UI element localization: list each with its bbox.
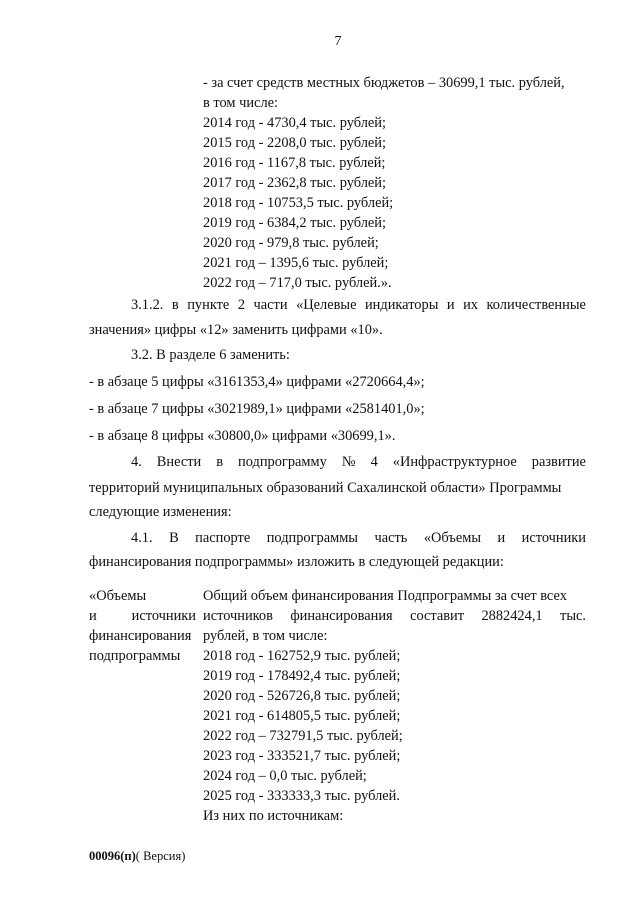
word: в: [171, 297, 179, 313]
funding-line-3: рублей, в том числе:: [203, 628, 328, 644]
label-row-4: подпрограммы: [89, 648, 181, 664]
funding-year-2025: 2025 год - 333333,3 тыс. рублей.: [203, 788, 400, 804]
word: «Объемы: [423, 530, 481, 546]
word: 4.1.: [131, 530, 153, 546]
funding-year-2020: 2020 год - 526726,8 тыс. рублей;: [203, 688, 401, 704]
document-footer: [89, 849, 185, 864]
local-budget-intro: - за счет средств местных бюджетов – 30699,1 тыс. рублей,: [203, 75, 565, 91]
funding-year-2021: 2021 год - 614805,5 тыс. рублей;: [203, 708, 401, 724]
funding-year-2022: 2022 год – 732791,5 тыс. рублей;: [203, 728, 403, 744]
word: финансирования: [290, 608, 393, 624]
word: источники: [521, 530, 586, 546]
paragraph-4-1-line-1: [131, 529, 586, 547]
paragraph-4-line-2: территорий муниципальных образований Сахалинской области» Программы: [89, 480, 562, 496]
word: 4: [370, 454, 378, 470]
paragraph-3-2-item-1: - в абзаце 5 цифры «3161353,4» цифрами «2720664,4»;: [89, 374, 425, 390]
word: и: [446, 297, 455, 313]
word: подпрограмму: [238, 454, 327, 470]
paragraph-3-1-2-line-2: значения» цифры «12» заменить цифрами «10».: [89, 322, 383, 338]
local-budget-year-2016: 2016 год - 1167,8 тыс. рублей;: [203, 155, 386, 171]
paragraph-3-2-item-3: - в абзаце 8 цифры «30800,0» цифрами «30699,1».: [89, 428, 396, 444]
word: В: [169, 530, 179, 546]
funding-year-2023: 2023 год - 333521,7 тыс. рублей;: [203, 748, 401, 764]
document-code: 00096(п): [89, 849, 136, 863]
local-budget-year-2022: 2022 год – 717,0 тыс. рублей.».: [203, 275, 392, 291]
word: количественные: [486, 297, 586, 313]
word: источники: [131, 608, 196, 624]
label-row-3: финансирования: [89, 628, 192, 644]
paragraph-3-1-2-line-1: [131, 296, 586, 314]
local-budget-year-2017: 2017 год - 2362,8 тыс. рублей;: [203, 175, 386, 191]
word: Внести: [156, 454, 202, 470]
word: развитие: [531, 454, 586, 470]
funding-year-2018: 2018 год - 162752,9 тыс. рублей;: [203, 648, 401, 664]
word: №: [341, 454, 356, 470]
word: индикаторы: [364, 297, 439, 313]
word: часть: [374, 530, 408, 546]
word: составит: [410, 608, 465, 624]
funding-line-1: Общий объем финансирования Подпрограммы за счет всех: [203, 588, 567, 604]
paragraph-4-line-1: [131, 453, 586, 471]
funding-year-2019: 2019 год - 178492,4 тыс. рублей;: [203, 668, 401, 684]
local-budget-year-2018: 2018 год - 10753,5 тыс. рублей;: [203, 195, 394, 211]
word: и: [497, 530, 506, 546]
word: и: [89, 608, 97, 624]
paragraph-3-2-heading: 3.2. В разделе 6 заменить:: [131, 347, 290, 363]
word: «Инфраструктурное: [392, 454, 517, 470]
document-version: ( Версия): [135, 849, 186, 863]
local-budget-year-2015: 2015 год - 2208,0 тыс. рублей;: [203, 135, 386, 151]
word: «Целевые: [296, 297, 357, 313]
local-budget-year-2021: 2021 год – 1395,6 тыс. рублей;: [203, 255, 389, 271]
word: паспорте: [195, 530, 251, 546]
word: тыс.: [560, 608, 586, 624]
word: их: [463, 297, 478, 313]
word: части: [253, 297, 288, 313]
paragraph-3-2-item-2: - в абзаце 7 цифры «3021989,1» цифрами «2581401,0»;: [89, 401, 425, 417]
paragraph-4-1-line-2: финансирования подпрограммы» изложить в следующей редакции:: [89, 554, 504, 570]
page-number: 7: [334, 34, 342, 49]
word: 3.1.2.: [131, 297, 164, 313]
local-budget-year-2014: 2014 год - 4730,4 тыс. рублей;: [203, 115, 386, 131]
word: 2: [237, 297, 246, 313]
word: 2882424,1: [481, 608, 543, 624]
paragraph-4-line-3: следующие изменения:: [89, 504, 232, 520]
funding-line-2: [203, 607, 586, 625]
word: подпрограммы: [266, 530, 358, 546]
word: пункте: [187, 297, 230, 313]
label-row-2: [89, 607, 196, 625]
local-budget-including: в том числе:: [203, 95, 279, 111]
word: источников: [203, 608, 273, 624]
local-budget-year-2020: 2020 год - 979,8 тыс. рублей;: [203, 235, 379, 251]
local-budget-year-2019: 2019 год - 6384,2 тыс. рублей;: [203, 215, 386, 231]
funding-sources-heading: Из них по источникам:: [203, 808, 344, 824]
word: 4.: [131, 454, 142, 470]
funding-year-2024: 2024 год – 0,0 тыс. рублей;: [203, 768, 367, 784]
word: в: [216, 454, 224, 470]
label-row-1: «Объемы: [89, 588, 147, 604]
